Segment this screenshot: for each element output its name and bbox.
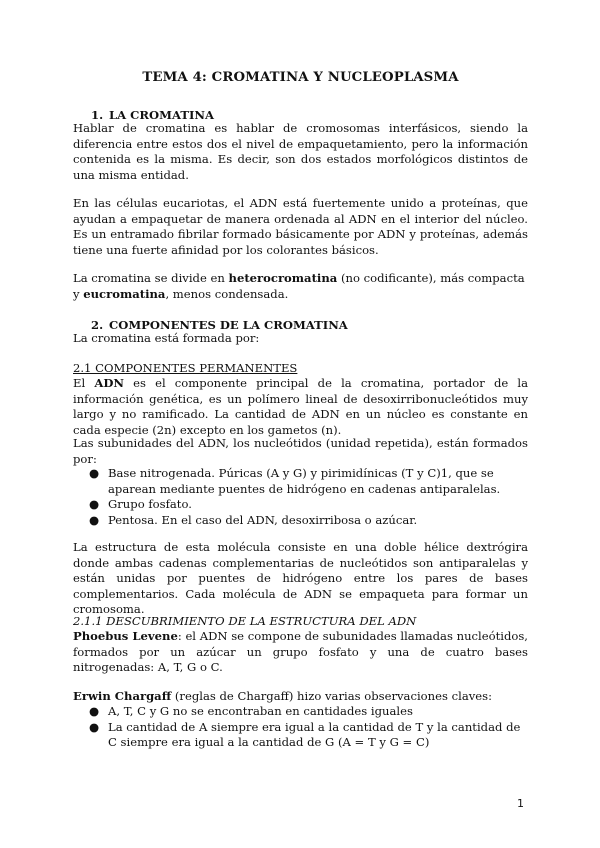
paragraph-text: Las subunidades del ADN, los nucleótidos (unidad repetida), están formados por:	[73, 436, 528, 466]
paragraph-text	[73, 689, 528, 705]
paragraph-text: Hablar de cromatina es hablar de cromosomas interfásicos, siendo la diferencia entre estos dos el nivel de empaquetamiento, pero la información contenida es la misma. Es decir, son dos estados morfológicos distintos de una misma entidad.	[73, 121, 528, 182]
list-item	[73, 720, 528, 751]
bullet-icon: ●	[89, 719, 100, 734]
list-item	[73, 704, 528, 720]
list-item-text: A, T, C y G no se encontraban en cantidades iguales	[108, 704, 413, 718]
list-item-text: Pentosa. En el caso del ADN, desoxirribosa o azúcar.	[108, 512, 418, 527]
bullet-icon: ●	[89, 497, 100, 511]
text-run: (reglas de Chargaff) hizo varias observaciones claves:	[171, 689, 492, 703]
section-number: 1.	[91, 108, 104, 122]
bold-term: eucromatina	[83, 286, 166, 301]
text-run: es el componente principal de la cromatina, portador de la información genética, es un polímero lineal de desoxirribonucleótidos muy largo y no ramificado. La cantidad de ADN en un núcleo es constante en cada especie (2n) excepto en los gametos (n).	[73, 376, 529, 437]
bullet-icon: ●	[89, 512, 100, 527]
paragraph	[73, 376, 528, 438]
bold-term: ADN	[94, 376, 124, 390]
text-run: (no codificante), más compacta y	[73, 271, 525, 301]
paragraph	[73, 436, 528, 467]
bold-term: Erwin Chargaff	[73, 689, 172, 703]
list-item-text: La cantidad de A siempre era igual a la cantidad de T y la cantidad de C siempre era igual a la cantidad de G (A = T y G = C)	[108, 719, 521, 749]
paragraph-text: La cromatina está formada por:	[73, 331, 260, 345]
list-item	[73, 513, 528, 529]
text-run: El	[73, 376, 95, 390]
text-run: : el ADN se compone de subunidades llamadas nucleótidos, formados por un azúcar un grupo fosfato y una de cuatro bases nitrogenadas: A, T, G o C.	[73, 629, 528, 674]
list-item-text: Grupo fosfato.	[108, 497, 192, 511]
list-item	[73, 497, 528, 513]
page-number: 1	[517, 797, 524, 810]
subsection-heading: 2.1.1 DESCUBRIMIENTO DE LA ESTRUCTURA DEL ADN	[73, 614, 417, 628]
bold-term: heterocromatina	[228, 271, 338, 285]
paragraph	[73, 121, 528, 183]
subsection-heading: 2.1 COMPONENTES PERMANENTES	[73, 361, 298, 375]
list-item-text: Base nitrogenada. Púricas (A y G) y pirimidínicas (T y C)1, que se aparean mediante puentes de hidrógeno en cadenas antiparalelas.	[108, 466, 501, 496]
bullet-icon: ●	[89, 704, 100, 718]
text-run: La cromatina se divide en	[73, 271, 229, 285]
section-heading-cromatina	[91, 108, 214, 122]
text-run: , menos condensada.	[165, 286, 289, 301]
paragraph	[73, 196, 528, 258]
list-item	[73, 466, 528, 497]
paragraph-text: La estructura de esta molécula consiste en una doble hélice dextrógira donde ambas cadenas complementarias de nucleótidos son antiparalelas y están unidas por puentes de hidrógeno entre los pares de bases complementarios. Cada molécula de ADN se empaqueta para formar un cromosoma.	[73, 540, 528, 616]
page-title: TEMA 4: CROMATINA Y NUCLEOPLASMA	[142, 70, 459, 85]
section-title: COMPONENTES DE LA CROMATINA	[109, 318, 348, 332]
paragraph	[73, 271, 528, 302]
paragraph	[73, 689, 528, 705]
bullet-icon: ●	[89, 466, 100, 480]
section-number: 2.	[91, 318, 104, 332]
section-title: LA CROMATINA	[109, 108, 214, 122]
bold-term: Phoebus Levene	[73, 629, 178, 643]
paragraph-text	[73, 629, 528, 676]
paragraph-text	[73, 376, 528, 438]
bullet-list	[73, 704, 528, 751]
paragraph-text: En las células eucariotas, el ADN está fuertemente unido a proteínas, que ayudan a empaquetar de manera ordenada al ADN en el interior del núcleo. Es un entramado fibrilar formado básicamente por ADN y proteínas, además tiene una fuerte afinidad por los colorantes básicos.	[73, 196, 528, 257]
paragraph	[73, 331, 528, 347]
paragraph	[73, 540, 528, 618]
paragraph-text	[73, 271, 528, 302]
bullet-list	[73, 466, 528, 528]
paragraph	[73, 629, 528, 676]
section-heading-componentes	[91, 318, 348, 332]
